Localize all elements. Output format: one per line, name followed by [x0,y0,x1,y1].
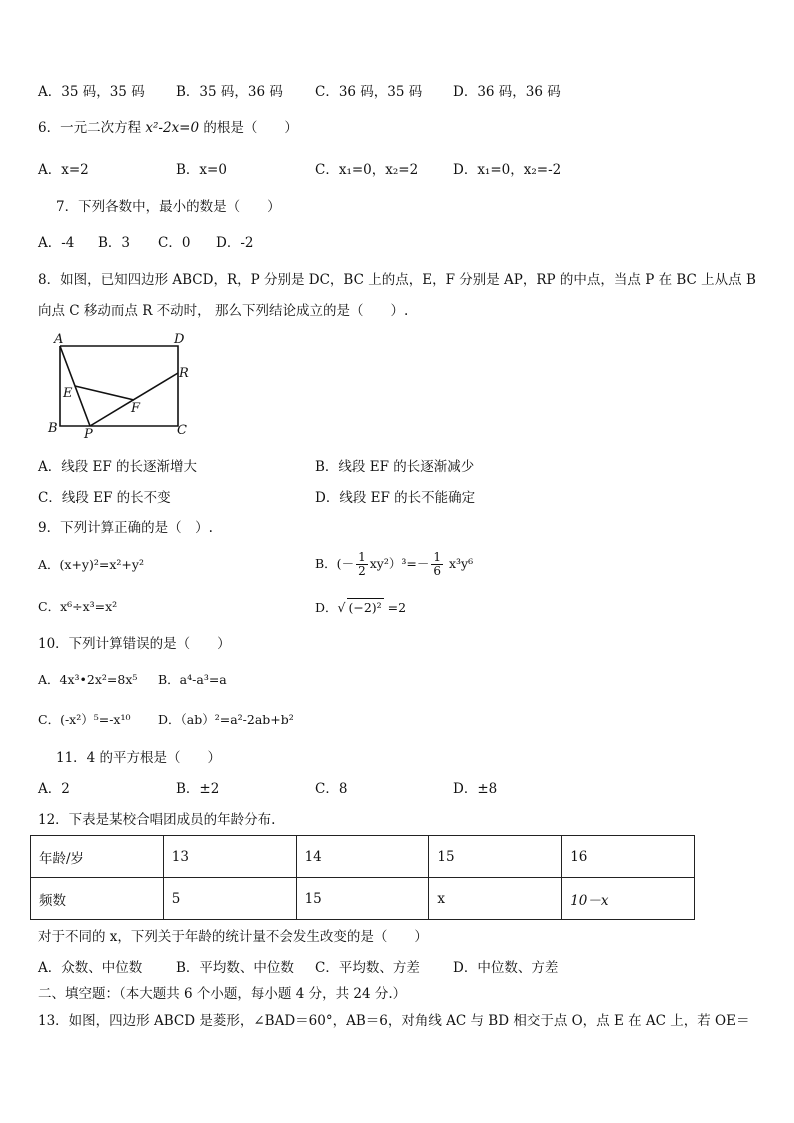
q11-option-d: D．±8 [453,781,498,797]
q12-follow-up: 对于不同的 x，下列关于年龄的统计量不会发生改变的是（ ） [38,929,428,945]
age-distribution-table [30,835,695,920]
q6-option-a: A．x=2 [38,162,89,178]
label-r: R [179,366,189,381]
table-cell: 年龄/岁 [31,836,164,878]
q5-option-d: D．36 码，36 码 [453,84,561,100]
q11-option-b: B．±2 [176,781,220,797]
segment-ef [75,386,134,400]
label-e: E [63,386,73,401]
q5-option-c: C．36 码，35 码 [315,84,423,100]
label-d: D [174,332,185,347]
q6-option-b: B．x=0 [176,162,227,178]
q9-stem: 9．下列计算正确的是（ ）. [38,520,213,536]
table-cell: 13 [163,836,296,878]
q7-option-c: C．0 [158,235,191,251]
q8-option-c: C．线段 EF 的长不变 [38,490,171,506]
q10-option-a: A．4x³•2x²=8x⁵ [38,672,138,687]
label-c: C [177,423,187,438]
q8-figure [44,330,194,442]
label-b: B [48,421,58,436]
q7-stem: 7．下列各数中，最小的数是（ ） [56,199,281,215]
q11-option-a: A．2 [38,781,70,797]
q5-option-b: B．35 码，36 码 [176,84,283,100]
q10-option-b: B．a⁴-a³=a [158,672,227,687]
label-a: A [54,332,64,347]
table-cell: 14 [296,836,429,878]
fraction-half: $\frac{1}{2}$ [358,550,366,578]
q12-option-d: D．中位数、方差 [453,960,559,976]
q10-option-c: C．(-x²）⁵=-x¹⁰ [38,712,131,727]
q12-stem: 12．下表是某校合唱团成员的年龄分布. [38,812,276,828]
q9-option-d: D．√ (−2)² =2 [315,600,407,615]
section-heading-fill-in: 二、填空题：（本大题共 6 个小题，每小题 4 分，共 24 分.） [38,986,407,1002]
q6-option-d: D．x₁=0，x₂=-2 [453,162,562,178]
table-row [31,836,695,878]
sqrt-sign: √ [337,600,346,615]
q6-option-c: C．x₁=0，x₂=2 [315,162,419,178]
label-f: F [131,401,141,416]
table-cell: 5 [163,878,296,920]
q7-option-a: A．-4 [38,235,75,251]
q10-option-d: D．（ab）²=a²-2ab+b² [158,712,294,727]
q12-option-b: B．平均数、中位数 [176,960,294,976]
table-cell: 10－x [562,878,695,920]
label-p: P [84,427,93,442]
q7-option-b: B．3 [98,235,131,251]
fraction-sixth: $\frac{1}{6}$ [433,550,441,578]
table-cell: x [429,878,562,920]
q7-option-d: D．-2 [216,235,254,251]
q5-option-a: A．35 码，35 码 [38,84,145,100]
q11-stem: 11．4 的平方根是（ ） [56,750,222,766]
q8-stem-line2: 向点 C 移动而点 R 不动时， 那么下列结论成立的是（ ）. [38,303,409,319]
table-row [31,878,695,920]
q13-stem: 13．如图，四边形 ABCD 是菱形，∠BAD＝60°，AB＝6，对角线 AC 与 BD 相交于点 O，点 E 在 AC 上，若 OE＝ [38,1013,750,1029]
q9-option-b: B．(－ $\frac{1}{2}$ xy²）³=－ $\frac{1}{6}$ x³y⁶ [315,550,474,578]
q8-stem-line1: 8．如图，已知四边形 ABCD，R，P 分别是 DC，BC 上的点，E，F 分别是 AP，RP 的中点，当点 P 在 BC 上从点 B [38,272,756,288]
q8-option-d: D．线段 EF 的长不能确定 [315,490,476,506]
table-cell: 15 [429,836,562,878]
q8-option-a: A．线段 EF 的长逐渐增大 [38,459,198,475]
q8-option-b: B．线段 EF 的长逐渐减少 [315,459,475,475]
table-cell: 频数 [31,878,164,920]
table-cell: 16 [562,836,695,878]
q10-stem: 10．下列计算错误的是（ ） [38,636,231,652]
q11-option-c: C．8 [315,781,348,797]
q12-option-c: C．平均数、方差 [315,960,420,976]
q6-stem: 6．一元二次方程 x²-2x=0 的根是（ ） [38,120,298,136]
q12-option-a: A．众数、中位数 [38,960,143,976]
q9-option-c: C．x⁶÷x³=x² [38,599,118,614]
q9-option-a: A．(x+y)²=x²+y² [38,557,144,572]
table-cell: 15 [296,878,429,920]
